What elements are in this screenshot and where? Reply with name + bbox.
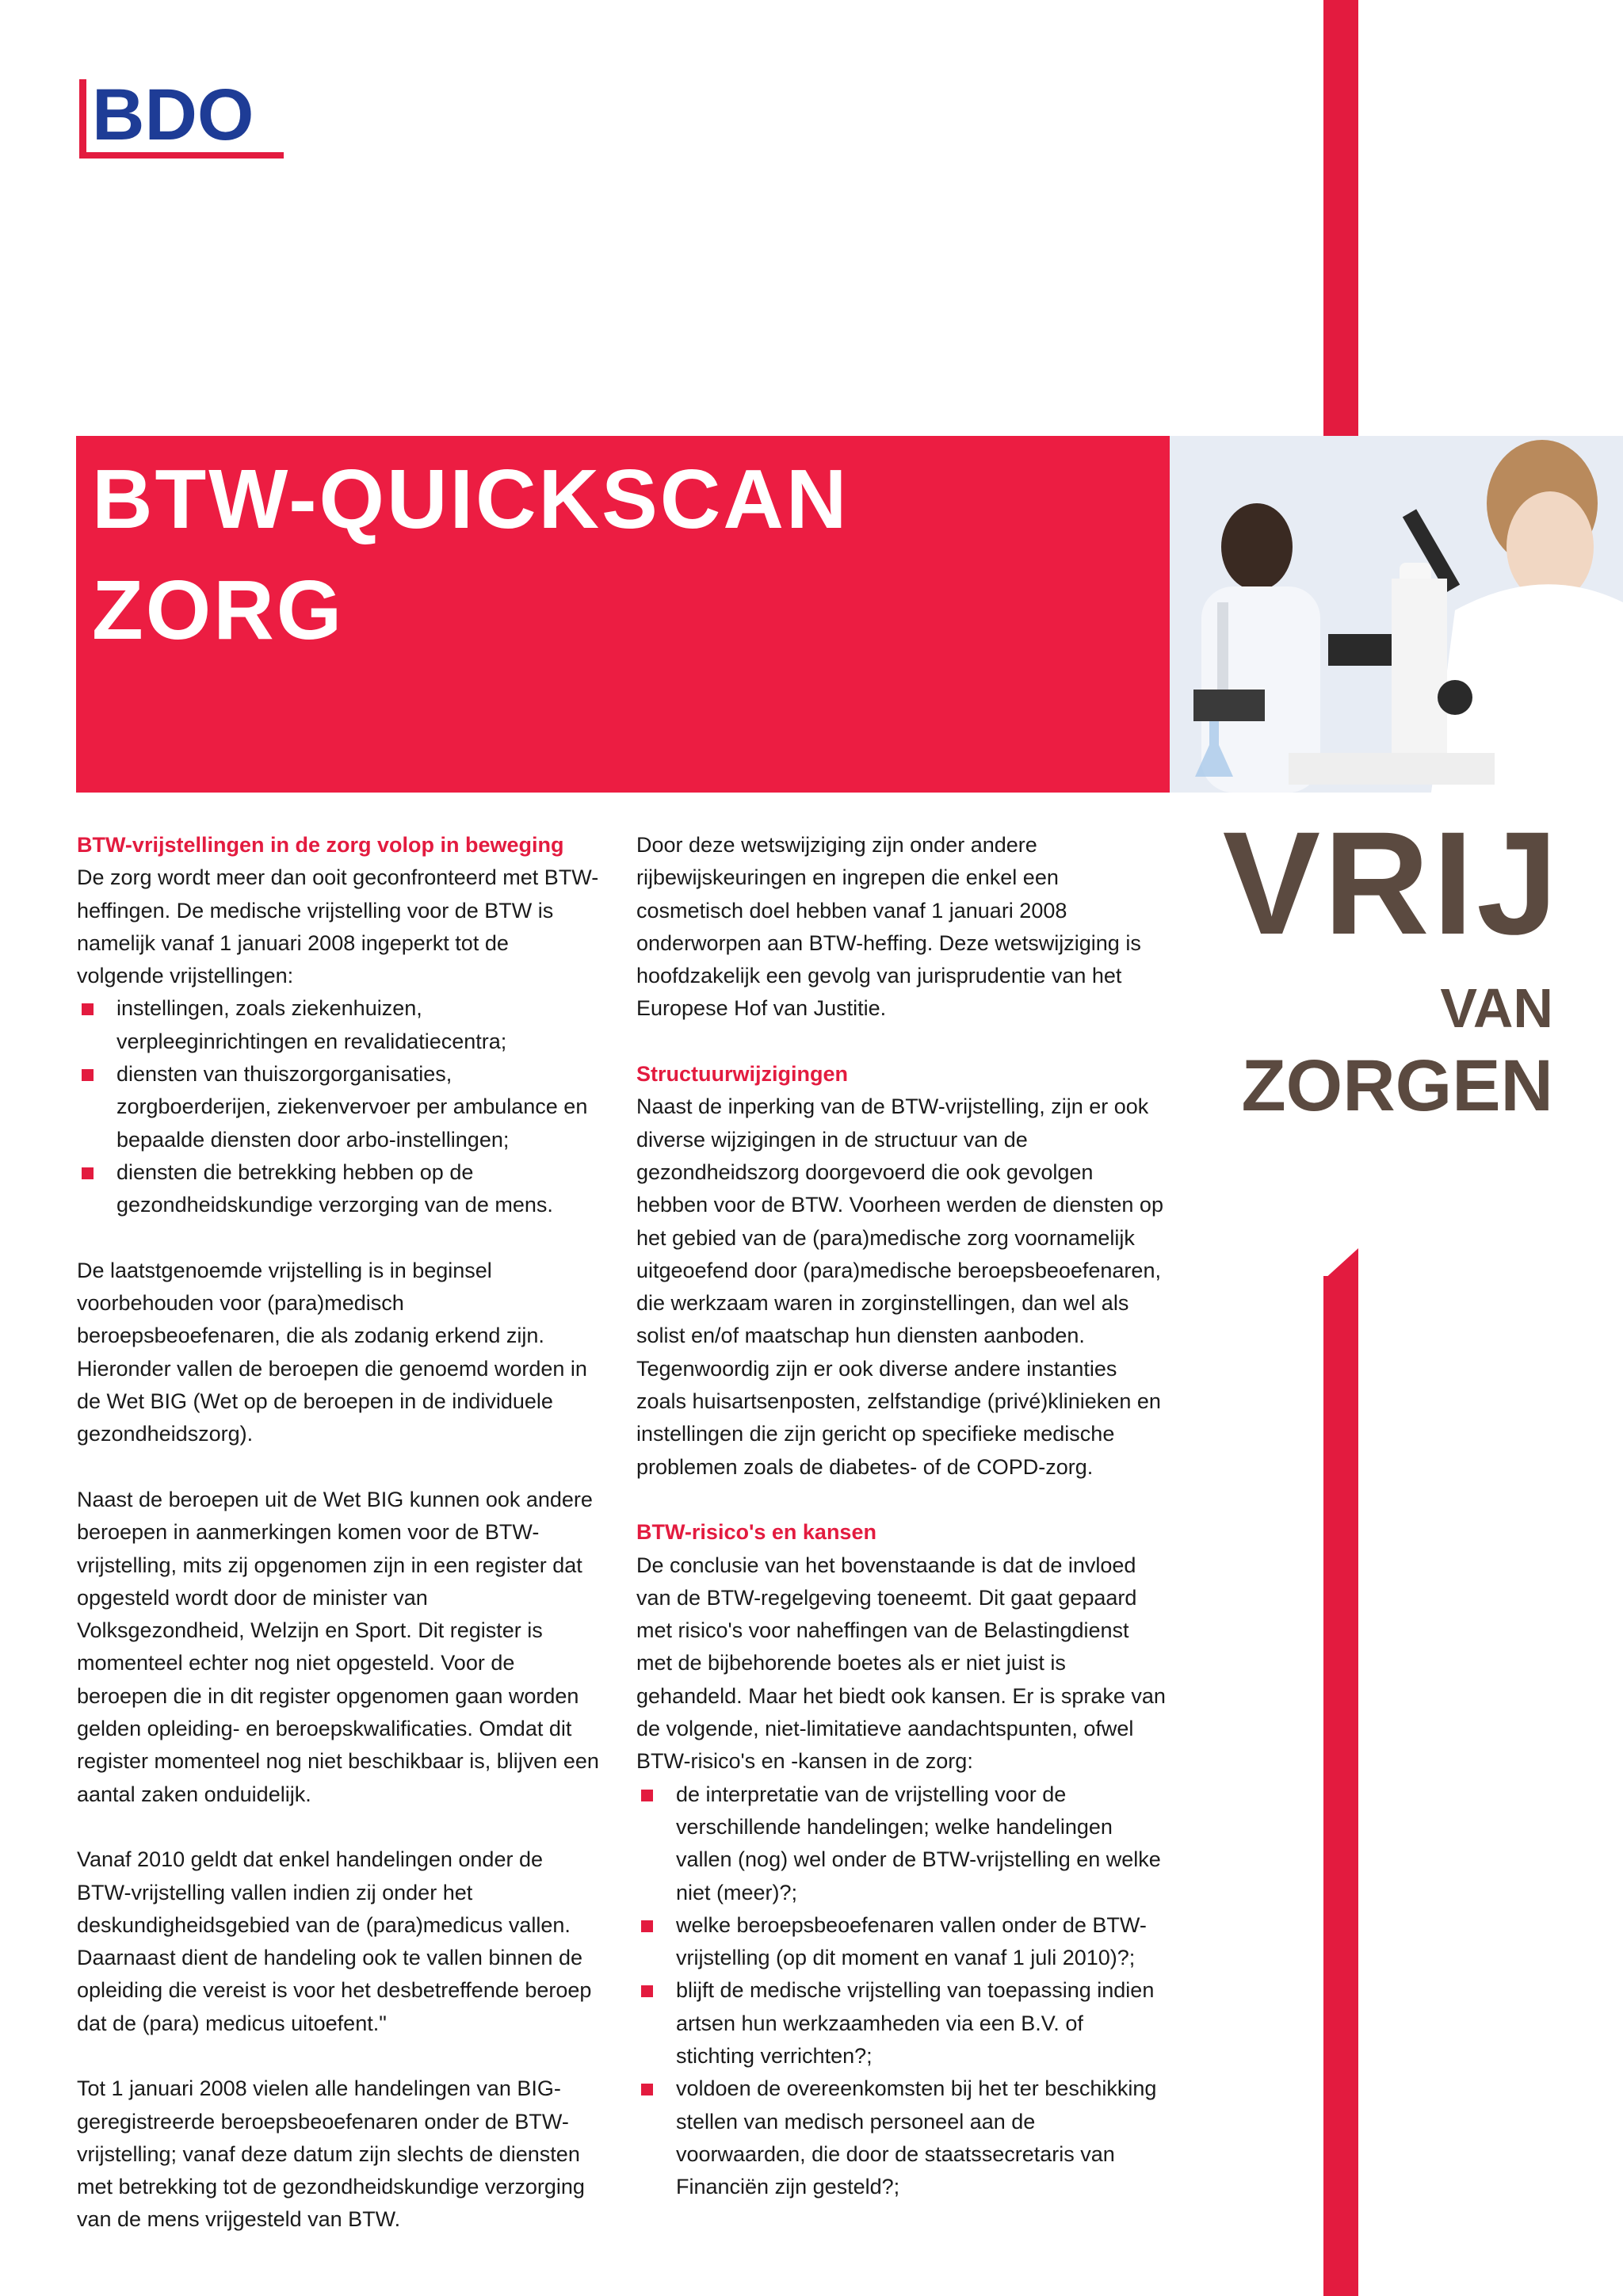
tagline-zorgen: ZORGEN	[1241, 1045, 1553, 1126]
microscope-photo-illustration	[1170, 436, 1623, 793]
section-heading-vrijstellingen: BTW-vrijstellingen in de zorg volop in beweging	[77, 833, 564, 857]
page-title	[92, 444, 849, 666]
intro-paragraph: De zorg wordt meer dan ooit geconfronteerd met BTW-heffingen. De medische vrijstelling voor de BTW is namelijk vanaf 1 januari 2008 ingeperkt tot de volgende vrijstellingen:	[77, 865, 599, 988]
list-item: diensten van thuiszorgorganisaties, zorgboerderijen, ziekenvervoer per ambulance en bepaalde diensten door arbo-instellingen;	[77, 1058, 600, 1156]
list-item: blijft de medische vrijstelling van toepassing indien artsen hun werkzaamheden via een B.V. of stichting verrichten?;	[636, 1974, 1167, 2073]
tagline-vrij: VRIJ	[1222, 802, 1561, 965]
vrijstellingen-list	[77, 992, 600, 1221]
paragraph: Vanaf 2010 geldt dat enkel handelingen onder de BTW-vrijstelling vallen indien zij onder het deskundigheidsgebied van de (para)medicus vallen. Daarnaast dient de handeling ook te vallen binnen de opleiding die vereist is voor het desbetreffende beroep dat de (para) medicus uitoefent."	[77, 1847, 592, 2035]
bdo-logo-text: BDO	[92, 76, 254, 155]
bdo-logo-mark	[76, 76, 290, 163]
bullet-square-icon	[82, 1069, 94, 1081]
paragraph: Naast de inperking van de BTW-vrijstelling, zijn er ook diverse wijzigingen in de structuur van de gezondheidszorg doorgevoerd die ook gevolgen hebben voor de BTW. Voorheen werden de diensten op het gebied van de (para)medische zorg voornamelijk uitgeoefend door (para)medische beroepsbeoefenaren, die werkzaam waren in zorginstellingen, dan wel als solist en/of maatschap hun diensten aanboden. Tegenwoordig zijn er ook diverse andere instanties zoals huisartsenposten, zelfstandige (privé)klinieken en instellingen die zijn gericht op specifieke medische problemen zoals de diabetes- of de COPD-zorg.	[636, 1095, 1163, 1479]
section-heading-structuurwijzigingen: Structuurwijzigingen	[636, 1062, 848, 1087]
bullet-square-icon	[641, 1920, 653, 1932]
title-line-2: ZORG	[92, 563, 345, 657]
paragraph: De conclusie van het bovenstaande is dat de invloed van de BTW-regelgeving toeneemt. Dit gaat gepaard met risico's voor naheffingen van de Belastingdienst met de bijbehorende boetes als er niet juist is gehandeld. Maar het biedt ook kansen. Er is sprake van de volgende, niet-limitatieve aandachtspunten, ofwel BTW-risico's en -kansen in de zorg:	[636, 1553, 1166, 1774]
list-item: welke beroepsbeoefenaren vallen onder de BTW-vrijstelling (op dit moment en vanaf 1 juli 2010)?;	[636, 1909, 1167, 1975]
bdo-logo	[76, 76, 290, 163]
title-line-1: BTW-QUICKSCAN	[92, 453, 850, 546]
aandachtspunten-list	[636, 1778, 1167, 2204]
text-column-left	[77, 829, 600, 2269]
paragraph: Naast de beroepen uit de Wet BIG kunnen ook andere beroepen in aanmerkingen komen voor de BTW-vrijstelling, mits zij opgenomen zijn in een register dat opgesteld wordt door de minister van Volksgezondheid, Welzijn en Sport. Dit register is momenteel echter nog niet opgesteld. Voor de beroepen die in dit register opgenomen gaan worden gelden opleiding- en beroepskwalificaties. Omdat dit register momenteel nog niet beschikbaar is, blijven een aantal zaken onduidelijk.	[77, 1487, 599, 1806]
list-item: diensten die betrekking hebben op de gezondheidskundige verzorging van de mens.	[77, 1156, 600, 1222]
red-stripe-bottom	[1323, 1276, 1358, 2296]
list-item: instellingen, zoals ziekenhuizen, verpleeginrichtingen en revalidatiecentra;	[77, 992, 600, 1058]
section-heading-risicos: BTW-risico's en kansen	[636, 1520, 876, 1545]
bullet-square-icon	[82, 1167, 94, 1179]
bullet-square-icon	[82, 1003, 94, 1015]
tagline-van: VAN	[1440, 977, 1553, 1039]
bullet-square-icon	[641, 1985, 653, 1997]
bullet-square-icon	[641, 2084, 653, 2095]
paragraph: De laatstgenoemde vrijstelling is in beginsel voorbehouden voor (para)medisch beroepsbeoefenaren, die als zodanig erkend zijn. Hieronder vallen de beroepen die genoemd worden in de Wet BIG (Wet op de beroepen in de individuele gezondheidszorg).	[77, 1258, 587, 1446]
paragraph: Door deze wetswijziging zijn onder andere rijbewijskeuringen en ingrepen die enkel een cosmetisch doel hebben vanaf 1 januari 2008 onderworpen aan BTW-heffing. Deze wetswijziging is hoofdzakelijk een gevolg van jurisprudentie van het Europese Hof van Justitie.	[636, 833, 1141, 1021]
bullet-square-icon	[641, 1790, 653, 1801]
red-stripe-top	[1323, 0, 1358, 440]
paragraph: Tot 1 januari 2008 vielen alle handelingen van BIG-geregistreerde beroepsbeoefenaren onder de BTW-vrijstelling; vanaf deze datum zijn slechts de diensten met betrekking tot de gezondheidskundige verzorging van de mens vrijgesteld van BTW.	[77, 2076, 585, 2232]
stripe-angle	[1323, 1232, 1358, 1280]
title-banner	[76, 436, 1170, 793]
list-item: de interpretatie van de vrijstelling voor de verschillende handelingen; welke handelingen vallen (nog) wel onder de BTW-vrijstelling en welke niet (meer)?;	[636, 1778, 1167, 1909]
microscope-lab-photo	[1170, 436, 1623, 793]
text-column-right	[636, 829, 1167, 2237]
list-item: voldoen de overeenkomsten bij het ter beschikking stellen van medisch personeel aan de voorwaarden, die door de staatssecretaris van Financiën zijn gesteld?;	[636, 2073, 1167, 2203]
